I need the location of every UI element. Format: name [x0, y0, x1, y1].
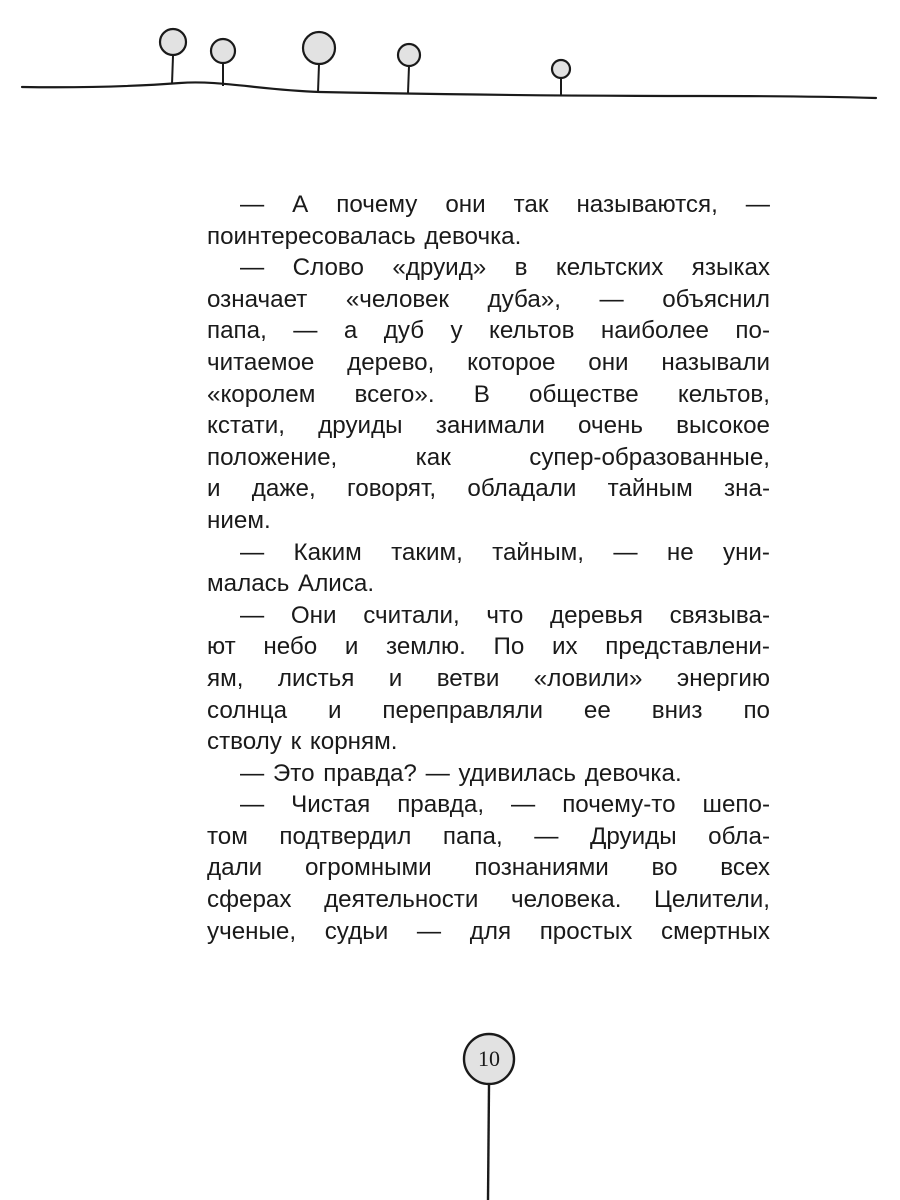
- text-line: положение, как супер-образованные,: [207, 443, 770, 471]
- text-line: малась Алиса.: [207, 570, 375, 598]
- text-line: — Они считали, что деревья связыва-: [240, 601, 770, 629]
- text-line: нием.: [207, 506, 271, 534]
- text-line: «королем всего». В обществе кельтов,: [207, 380, 770, 408]
- text-line: ям, листья и ветви «ловили» энергию: [207, 664, 770, 692]
- text-line: кстати, друиды занимали очень высокое: [207, 412, 770, 440]
- tree-3: [303, 32, 335, 92]
- text-line: читаемое дерево, которое они называли: [207, 348, 770, 376]
- text-line: стволу к корням.: [207, 728, 398, 756]
- text-line: ученые, судьи — для простых смертных: [207, 917, 770, 945]
- tree-5: [552, 60, 570, 96]
- text-line: папа, — а дуб у кельтов наиболее по-: [207, 317, 770, 345]
- text-line: означает «человек дуба», — объяснил: [207, 285, 770, 313]
- text-line: солнца и переправляли ее вниз по: [207, 696, 770, 724]
- text-line: — Каким таким, тайным, — не уни-: [240, 538, 770, 566]
- text-line: — Слово «друид» в кельтских языках: [240, 254, 770, 282]
- text-line: дали огромными познаниями во всех: [207, 854, 770, 882]
- page-number: 10: [478, 1046, 500, 1071]
- text-line: — Чистая правда, — почему-то шепо-: [240, 791, 770, 819]
- text-line: — Это правда? — удивилась девочка.: [240, 759, 682, 787]
- tree-4: [398, 44, 420, 93]
- horizon-line: [22, 82, 876, 98]
- text-line: поинтересовалась девочка.: [207, 222, 522, 250]
- tree-2: [211, 39, 235, 86]
- text-line: том подтвердил папа, — Друиды обла-: [207, 822, 770, 850]
- text-line: и даже, говорят, обладали тайным зна-: [207, 475, 770, 503]
- body-text: [207, 189, 770, 947]
- tree-horizon-decoration: [0, 0, 900, 110]
- text-line: — А почему они так называются, —: [240, 191, 770, 218]
- text-line: сферах деятельности человека. Целители,: [207, 886, 770, 914]
- tree-1: [160, 29, 186, 84]
- text-line: ют небо и землю. По их представлени-: [207, 633, 770, 661]
